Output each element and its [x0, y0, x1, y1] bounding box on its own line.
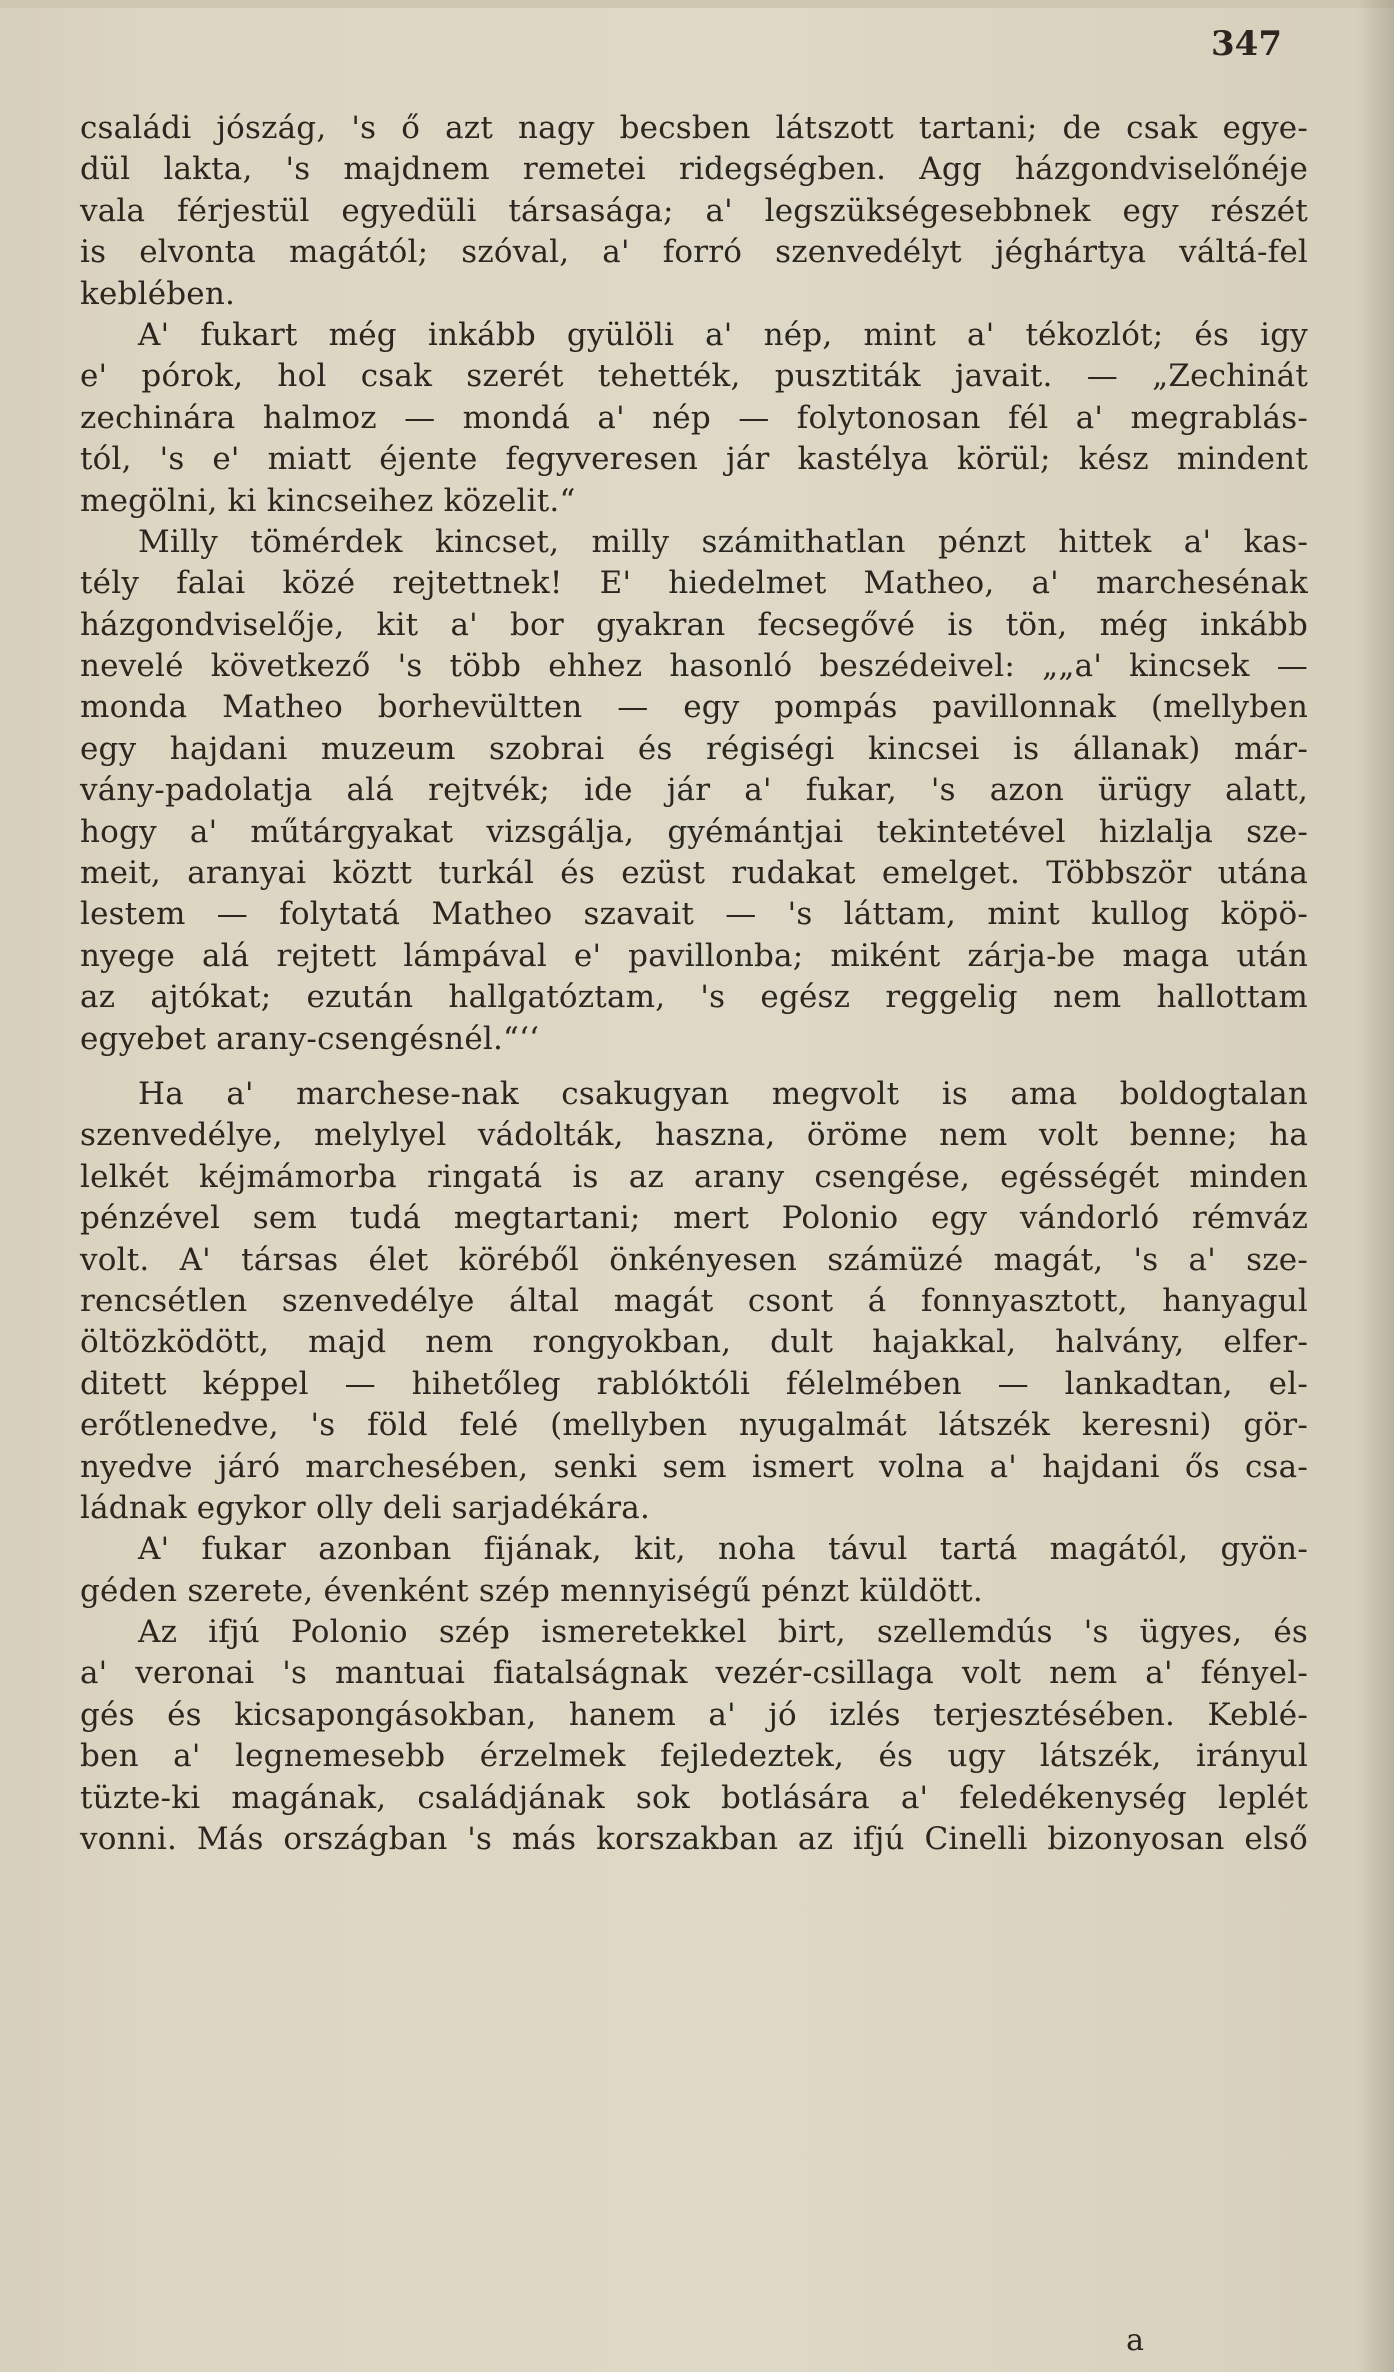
- text-line: nyedve járó marchesében, senki sem ismert volna a' hajdani ős csa-: [80, 1448, 1308, 1485]
- text-line: az ajtókat; ezután hallgatóztam, 's egész reggelig nem hallottam: [80, 979, 1308, 1016]
- text-line: lelkét kéjmámorba ringatá is az arany csengése, egésségét minden: [80, 1158, 1308, 1195]
- body-text: [80, 108, 1308, 1860]
- text-line: egy hajdani muzeum szobrai és régiségi kincsei is állanak) már-: [80, 730, 1308, 767]
- text-line: A' fukar azonban fijának, kit, noha távul tartá magától, gyön-: [138, 1531, 1308, 1568]
- text-line: dül lakta, 's majdnem remetei ridegségben. Agg házgondviselőnéje: [80, 151, 1308, 188]
- binding-shadow: [1358, 0, 1394, 2372]
- text-line: tól, 's e' miatt éjente fegyveresen jár kastélya körül; kész mindent: [80, 441, 1308, 478]
- text-line: keblében.: [80, 275, 236, 312]
- text-line: e' pórok, hol csak szerét tehették, pusztiták javait. — „Zechinát: [80, 358, 1308, 395]
- text-line: hogy a' műtárgyakat vizsgálja, gyémántjai tekintetével hizlalja sze-: [80, 813, 1308, 850]
- text-line: egyebet arany-csengésnél.“‘‘: [80, 1020, 540, 1057]
- text-line: házgondviselője, kit a' bor gyakran fecsegővé is tön, még inkább: [80, 606, 1308, 643]
- text-line: is elvonta magától; szóval, a' forró szenvedélyt jéghártya váltá-fel: [80, 234, 1308, 271]
- text-line: családi jószág, 's ő azt nagy becsben látszott tartani; de csak egye-: [80, 110, 1308, 146]
- text-line: tüzte-ki magának, családjának sok botlására a' feledékenység leplét: [80, 1779, 1308, 1816]
- text-line: erőtlenedve, 's föld felé (mellyben nyugalmát látszék keresni) gör-: [80, 1407, 1308, 1444]
- text-line: géden szerete, évenként szép mennyiségű pénzt küldött.: [80, 1572, 983, 1609]
- text-line: zechinára halmoz — mondá a' nép — folytonosan fél a' megrablás-: [80, 399, 1308, 436]
- catchword: a: [1126, 2323, 1144, 2358]
- text-line: meit, aranyai köztt turkál és ezüst rudakat emelget. Többször utána: [80, 855, 1308, 892]
- text-line: vány-padolatja alá rejtvék; ide jár a' fukar, 's azon ürügy alatt,: [80, 772, 1308, 809]
- text-line: gés és kicsapongásokban, hanem a' jó izlés terjesztésében. Keblé-: [80, 1696, 1308, 1733]
- text-line: ládnak egykor olly deli sarjadékára.: [80, 1489, 650, 1526]
- text-line: megölni, ki kincseihez közelit.“: [80, 482, 576, 519]
- text-line: ben a' legnemesebb érzelmek fejledeztek, és ugy látszék, irányul: [80, 1738, 1308, 1775]
- text-line: vala férjestül egyedüli társasága; a' legszükségesebbnek egy részét: [80, 192, 1308, 229]
- text-line: Az ifjú Polonio szép ismeretekkel birt, szellemdús 's ügyes, és: [138, 1614, 1308, 1651]
- text-line: rencsétlen szenvedélye által magát csont á fonnyasztott, hanyagul: [80, 1282, 1308, 1319]
- text-line: ditett képpel — hihetőleg rablóktóli félelmében — lankadtan, el-: [80, 1365, 1308, 1402]
- page-number: 347: [1211, 24, 1282, 64]
- text-line: Ha a' marchese-nak csakugyan megvolt is ama boldogtalan: [138, 1075, 1308, 1112]
- page-top-edge: [0, 0, 1394, 8]
- text-line: Milly tömérdek kincset, milly számithatlan pénzt hittek a' kas-: [138, 523, 1308, 560]
- text-line: volt. A' társas élet köréből önkényesen számüzé magát, 's a' sze-: [80, 1241, 1308, 1278]
- text-line: öltözködött, majd nem rongyokban, dult hajakkal, halvány, elfer-: [80, 1324, 1308, 1361]
- text-line: A' fukart még inkább gyülöli a' nép, mint a' tékozlót; és igy: [138, 316, 1308, 353]
- text-line: monda Matheo borhevültten — egy pompás pavillonnak (mellyben: [80, 689, 1308, 726]
- text-line: lestem — folytatá Matheo szavait — 's láttam, mint kullog köpö-: [80, 896, 1308, 933]
- text-line: nevelé következő 's több ehhez hasonló beszédeivel: „„a' kincsek —: [80, 648, 1308, 685]
- text-line: pénzével sem tudá megtartani; mert Polonio egy vándorló rémváz: [80, 1200, 1308, 1237]
- text-line: a' veronai 's mantuai fiatalságnak vezér-csillaga volt nem a' fényel-: [80, 1655, 1308, 1692]
- text-line: szenvedélye, melylyel vádolták, haszna, öröme nem volt benne; ha: [80, 1117, 1308, 1154]
- text-line: vonni. Más országban 's más korszakban az ifjú Cinelli bizonyosan első: [80, 1821, 1308, 1858]
- text-line: tély falai közé rejtettnek! E' hiedelmet Matheo, a' marchesénak: [80, 565, 1308, 602]
- text-line: nyege alá rejtett lámpával e' pavillonba; miként zárja-be maga után: [80, 937, 1308, 974]
